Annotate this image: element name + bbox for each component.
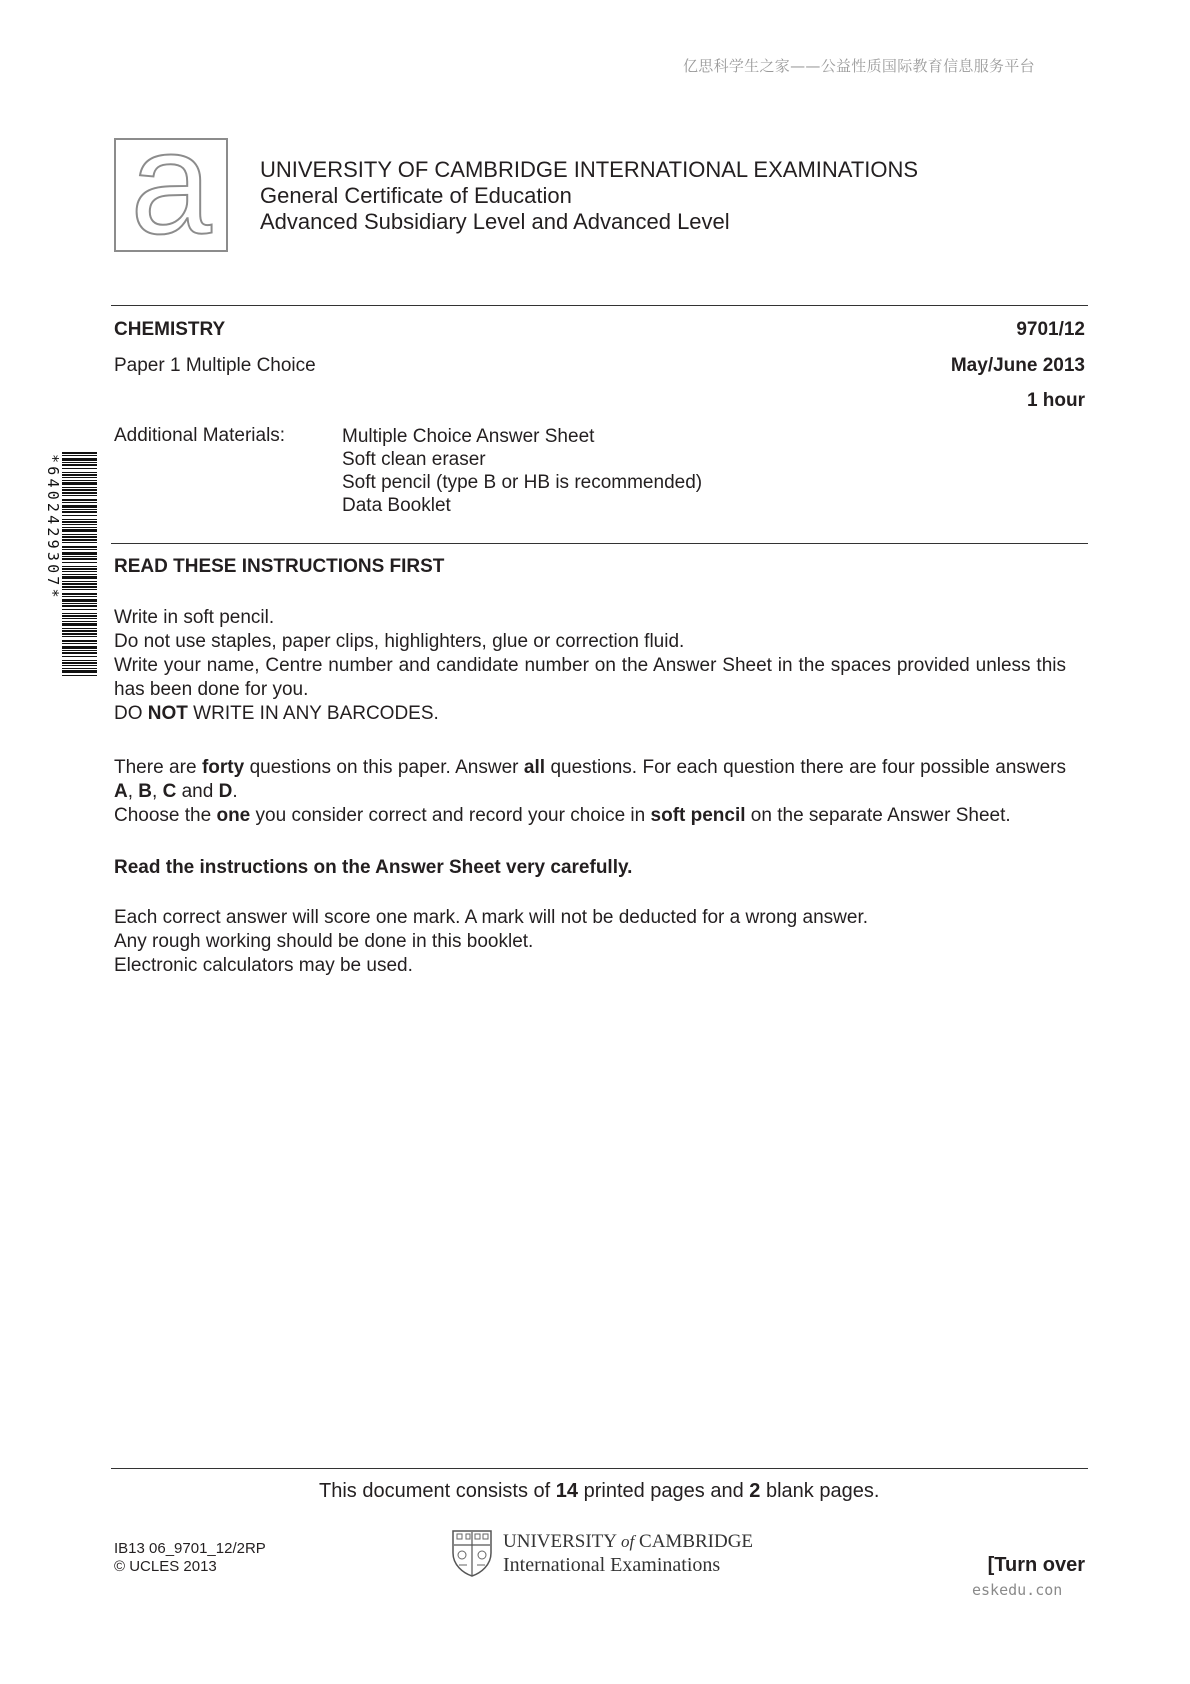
barcode-bar	[62, 477, 97, 478]
barcode-bar	[62, 566, 97, 567]
barcode-bar	[62, 613, 97, 614]
instruction-line: Each correct answer will score one mark. A mark will not be deducted for a wrong answer.	[114, 907, 869, 928]
divider-middle	[111, 543, 1088, 544]
barcode-bar	[62, 527, 97, 528]
barcode-bar	[62, 552, 97, 555]
barcode-bar	[62, 519, 97, 520]
barcode-bar	[62, 660, 97, 661]
barcode-bar	[62, 539, 97, 541]
document-reference	[114, 1540, 266, 1576]
instructions-paragraph-2	[114, 756, 1066, 828]
barcode-bar	[62, 455, 97, 456]
barcode-bar	[62, 546, 97, 548]
barcode-bar	[62, 605, 97, 607]
barcode-bar	[62, 529, 97, 532]
barcode-bar	[62, 574, 97, 575]
cambridge-subtitle: International Examinations	[503, 1554, 721, 1576]
header-board-name: UNIVERSITY OF CAMBRIDGE INTERNATIONAL EXAMINATIONS	[260, 157, 919, 182]
barcode-bar	[62, 524, 97, 525]
barcode-bar	[62, 489, 97, 491]
additional-materials-label: Additional Materials:	[114, 425, 286, 446]
instruction-line: Choose the one you consider correct and record your choice in soft pencil on the separate Answer Sheet.	[114, 805, 1011, 826]
barcode-bar	[62, 492, 97, 494]
barcode-bar	[62, 472, 97, 473]
barcode-bar	[62, 536, 97, 538]
barcode-bar	[62, 568, 97, 570]
barcode-bar	[62, 623, 97, 626]
watermark-bottom: eskedu.con	[972, 1581, 1063, 1599]
barcode-bar	[62, 571, 97, 572]
barcode-bar	[62, 482, 97, 485]
barcode-bar	[62, 668, 97, 669]
barcode-bar	[62, 468, 97, 469]
cambridge-logo	[451, 1529, 754, 1579]
barcode-bar	[62, 462, 97, 463]
paper-code: 9701/12	[1016, 319, 1085, 340]
barcode-bar	[62, 502, 97, 503]
barcode-bar	[62, 499, 97, 501]
instruction-line: DO NOT WRITE IN ANY BARCODES.	[114, 703, 439, 724]
material-item: Soft pencil (type B or HB is recommended)	[342, 472, 703, 493]
barcode-bar	[62, 589, 97, 590]
material-item: Data Booklet	[342, 495, 451, 516]
instructions-heading: READ THESE INSTRUCTIONS FIRST	[114, 556, 445, 577]
barcode-bar	[62, 650, 97, 651]
barcode-bar	[62, 515, 97, 516]
instruction-line: There are forty questions on this paper. Answer all questions. For each question there are four possible answers A, B, C and D.	[114, 757, 1067, 802]
paper-title: Paper 1 Multiple Choice	[114, 355, 316, 376]
barcode-bar	[62, 670, 97, 673]
barcode-bar	[62, 458, 97, 461]
barcode-bar	[62, 621, 97, 622]
instruction-line: Do not use staples, paper clips, highlighters, glue or correction fluid.	[114, 631, 685, 652]
barcode-bar	[62, 542, 97, 543]
barcode-bar	[62, 511, 97, 513]
barcode-bar	[62, 474, 97, 476]
barcode-bar	[62, 464, 97, 466]
barcode-bar	[62, 618, 97, 619]
additional-materials-list	[342, 425, 702, 517]
barcode-bar	[62, 505, 97, 508]
crest-icon	[451, 1529, 493, 1577]
barcode-bar	[62, 630, 97, 632]
barcode-bar	[62, 652, 97, 654]
barcode	[42, 452, 97, 679]
barcode-bar	[62, 646, 97, 649]
barcode-bar	[62, 509, 97, 510]
exam-session: May/June 2013	[950, 355, 1085, 376]
cie-a-logo	[114, 101, 228, 264]
barcode-bar	[62, 609, 97, 610]
barcode-bar	[62, 599, 97, 602]
barcode-bar	[62, 534, 97, 535]
barcode-bar	[62, 562, 97, 563]
barcode-bar	[62, 576, 97, 579]
barcode-bar	[62, 556, 97, 557]
divider-top	[111, 305, 1088, 306]
exam-board-header	[260, 157, 918, 235]
material-item: Multiple Choice Answer Sheet	[342, 426, 595, 447]
divider-bottom	[111, 1468, 1088, 1469]
barcode-bar	[62, 665, 97, 666]
barcode-bar	[62, 675, 97, 676]
instructions-answer-sheet-note: Read the instructions on the Answer Sheet very carefully.	[114, 857, 633, 878]
header-certificate: General Certificate of Education	[260, 183, 572, 208]
turn-over-label: [Turn over	[987, 1554, 1085, 1576]
barcode-bar	[62, 633, 97, 635]
barcode-bar	[62, 656, 97, 657]
material-item: Soft clean eraser	[342, 449, 486, 470]
barcode-bar	[62, 628, 97, 629]
reference-code: IB13 06_9701_12/2RP	[114, 1540, 266, 1557]
barcode-bar	[62, 603, 97, 604]
barcode-bar	[62, 487, 97, 488]
watermark-top: 亿思科学生之家——公益性质国际教育信息服务平台	[683, 57, 1035, 75]
instruction-line: Electronic calculators may be used.	[114, 955, 413, 976]
page-count-statement: This document consists of 14 printed pages and 2 blank pages.	[319, 1480, 880, 1502]
exam-duration: 1 hour	[1026, 390, 1085, 411]
instruction-line: Write in soft pencil.	[114, 607, 275, 628]
barcode-bar	[62, 662, 97, 664]
barcode-bar	[62, 549, 97, 550]
barcode-bar	[62, 583, 97, 585]
barcode-bar	[62, 615, 97, 617]
instruction-line: Write your name, Centre number and candidate number on the Answer Sheet in the spaces provided unless this has been done for you.	[114, 655, 1066, 700]
cambridge-wordmark: UNIVERSITY of CAMBRIDGE	[503, 1531, 754, 1552]
barcode-bar	[62, 640, 97, 642]
logo-letter: a	[130, 101, 212, 264]
header-level: Advanced Subsidiary Level and Advanced Level	[260, 209, 730, 234]
barcode-text: *6402429307*	[44, 454, 62, 601]
barcode-bar	[62, 643, 97, 644]
barcode-bar	[62, 586, 97, 588]
copyright: © UCLES 2013	[114, 1558, 217, 1575]
barcode-bar	[62, 596, 97, 597]
barcode-bar	[62, 521, 97, 523]
barcode-bar	[62, 581, 97, 582]
subject-title: CHEMISTRY	[114, 319, 226, 340]
barcode-bar	[62, 452, 97, 454]
instruction-line: Any rough working should be done in this booklet.	[114, 931, 534, 952]
instructions-paragraph-3	[114, 906, 1066, 978]
barcode-bar	[62, 480, 97, 481]
barcode-bar	[62, 636, 97, 637]
barcode-bar	[62, 495, 97, 496]
instructions-paragraph-1	[114, 606, 1066, 726]
barcode-bar	[62, 593, 97, 595]
barcode-bar	[62, 558, 97, 560]
